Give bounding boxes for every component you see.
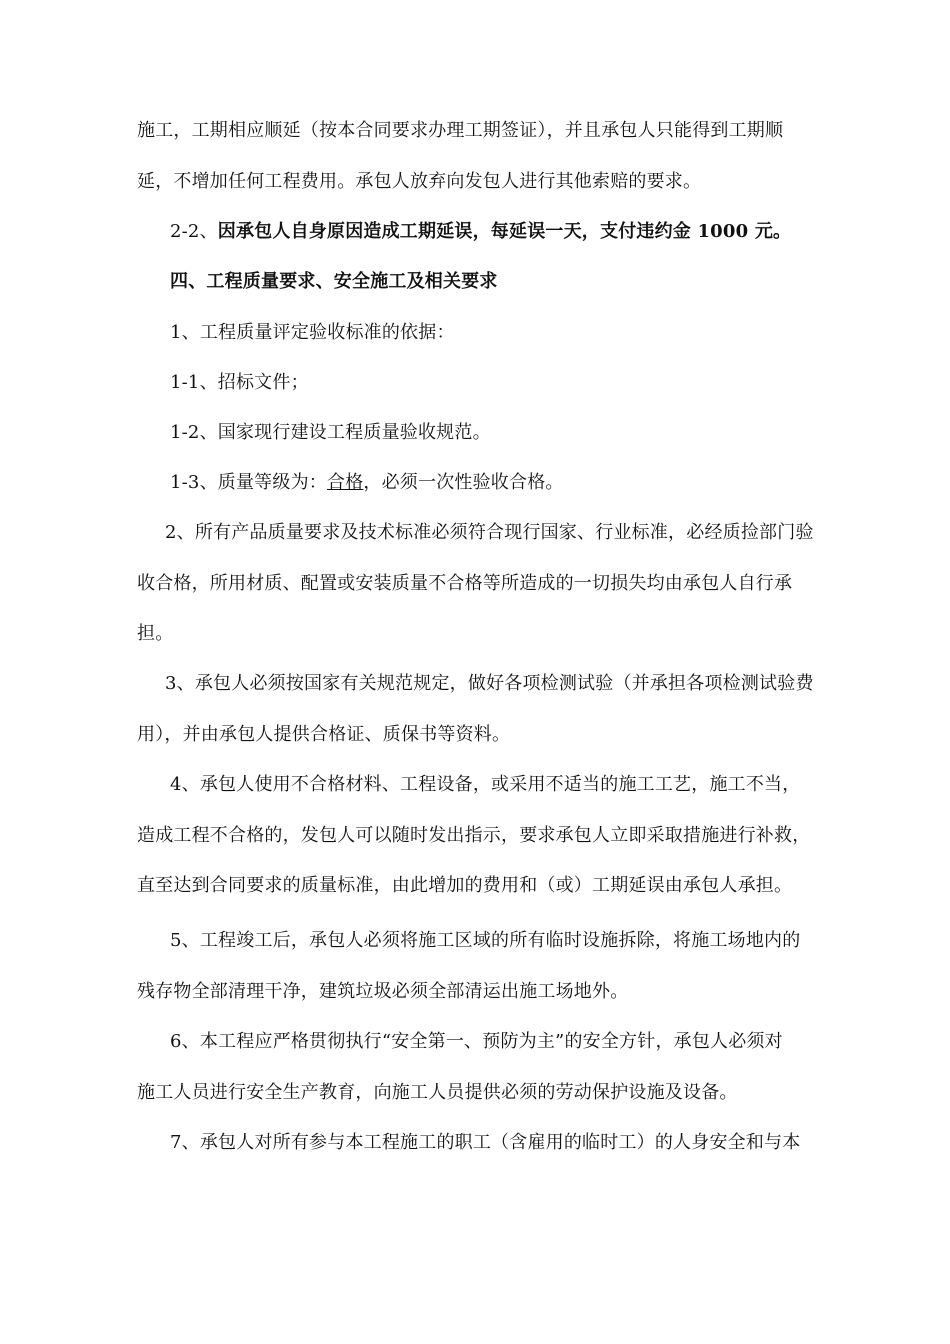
paragraph-line: 3、承包人必须按国家有关规范规定，做好各项检测试验（并承担各项检测试验费: [165, 673, 814, 694]
paragraph-line: 残存物全部清理干净，建筑垃圾必须全部清运出施工场地外。: [137, 981, 629, 1002]
paragraph-line: 造成工程不合格的，发包人可以随时发出指示，要求承包人立即采取措施进行补救，: [137, 825, 811, 846]
paragraph-line: 1-1、招标文件；: [170, 372, 309, 393]
quality-grade-rest: ，必须一次性验收合格。: [363, 472, 564, 493]
paragraph-line: 1-2、国家现行建设工程质量验收规范。: [170, 422, 491, 443]
section-heading: 四、工程质量要求、安全施工及相关要求: [170, 271, 498, 292]
paragraph-line: 5、工程竣工后，承包人必须将施工区域的所有临时设施拆除，将施工场地内的: [170, 930, 801, 951]
paragraph-line: 收合格，所用材质、配置或安装质量不合格等所造成的一切损失均由承包人自行承: [137, 573, 793, 594]
paragraph-line: 2、所有产品质量要求及技术标准必须符合现行国家、行业标准，必经质捡部门验: [165, 522, 814, 543]
paragraph-line: 施工人员进行安全生产教育，向施工人员提供必须的劳动保护设施及设备。: [137, 1082, 738, 1103]
quality-grade-label: 1-3、质量等级为：: [170, 472, 327, 493]
paragraph-line: 1、工程质量评定验收标准的依据：: [170, 322, 455, 343]
paragraph-line: 施工，工期相应顺延（按本合同要求办理工期签证），并且承包人只能得到工期顺: [137, 120, 784, 141]
paragraph-line: 用），并由承包人提供合格证、质保书等资料。: [137, 724, 511, 745]
clause-bold-text: 因承包人自身原因造成工期延误，每延误一天，支付违约金 1000 元。: [217, 221, 792, 242]
quality-grade-line: [170, 471, 820, 495]
paragraph-line: 6、本工程应严格贯彻执行“安全第一、预防为主”的安全方针，承包人必须对: [170, 1031, 783, 1052]
paragraph-line: 4、承包人使用不合格材料、工程设备，或采用不适当的施工工艺，施工不当，: [170, 774, 801, 795]
clause-number: 2-2、: [170, 221, 218, 242]
paragraph-line: 直至达到合同要求的质量标准，由此增加的费用和（或）工期延误由承包人承担。: [137, 875, 793, 896]
clause-2-2: [170, 220, 820, 244]
paragraph-line: 7、承包人对所有参与本工程施工的职工（含雇用的临时工）的人身安全和与本: [170, 1132, 801, 1153]
paragraph-line: 担。: [137, 623, 174, 644]
quality-grade-value: 合格: [327, 472, 364, 493]
paragraph-line: 延，不增加任何工程费用。承包人放弃向发包人进行其他索赔的要求。: [137, 171, 702, 192]
